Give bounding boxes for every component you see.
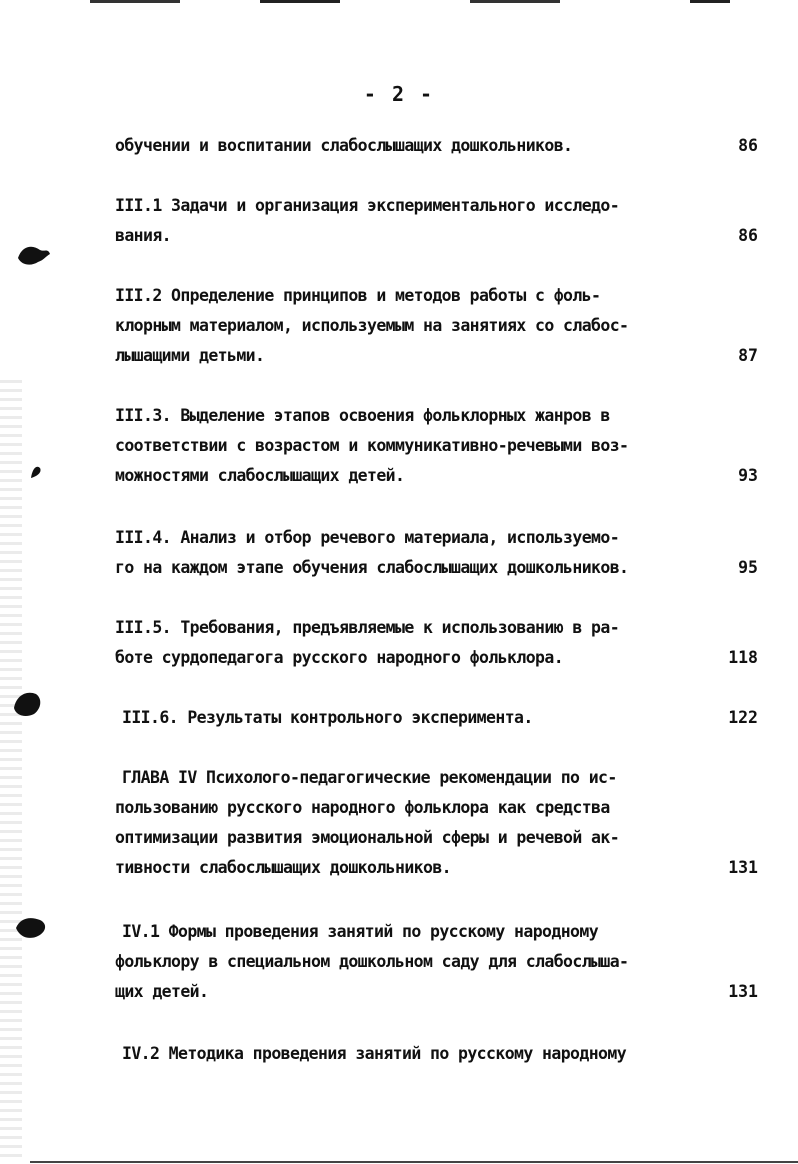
- toc-page-number: 86: [738, 136, 758, 155]
- toc-line: го на каждом этапе обучения слабослышащих дошкольников.: [115, 558, 629, 577]
- toc-line: IV.1 Формы проведения занятий по русскому народному: [122, 922, 599, 941]
- toc-page-number: 87: [738, 346, 758, 365]
- scan-top-edge: [0, 0, 798, 3]
- toc-page-number: 95: [738, 558, 758, 577]
- binding-margin: [0, 380, 22, 1160]
- toc-line: фольклору в специальном дошкольном саду для слабослыша-: [115, 952, 629, 971]
- ink-blot-icon: [14, 912, 50, 942]
- toc-page-number: 131: [728, 982, 758, 1001]
- ink-blot-icon: [14, 240, 54, 270]
- ink-blot-icon: [12, 688, 44, 720]
- ink-speck-icon: [28, 462, 44, 482]
- toc-line: оптимизации развития эмоциональной сферы и речевой ак-: [115, 828, 620, 847]
- toc-line: III.2 Определение принципов и методов работы с фоль-: [115, 286, 601, 305]
- toc-line: вания.: [115, 226, 172, 245]
- toc-line: III.1 Задачи и организация экспериментального исследо-: [115, 196, 620, 215]
- toc-line: соответствии с возрастом и коммуникативно-речевыми воз-: [115, 436, 629, 455]
- toc-line: III.3. Выделение этапов освоения фольклорных жанров в: [115, 406, 610, 425]
- toc-line: тивности слабослышащих дошкольников.: [115, 858, 452, 877]
- toc-line: III.4. Анализ и отбор речевого материала, используемо-: [115, 528, 620, 547]
- toc-line: боте сурдопедагога русского народного фольклора.: [115, 648, 564, 667]
- toc-line: III.6. Результаты контрольного эксперимента.: [122, 708, 533, 727]
- toc-line: IV.2 Методика проведения занятий по русскому народному: [122, 1044, 627, 1063]
- toc-line: обучении и воспитании слабослышащих дошкольников.: [115, 136, 573, 155]
- scan-bottom-edge: [30, 1161, 798, 1163]
- toc-page-number: 118: [728, 648, 758, 667]
- toc-line: можностями слабослышащих детей.: [115, 466, 405, 485]
- toc-page-number: 122: [728, 708, 758, 727]
- toc-page-number: 93: [738, 466, 758, 485]
- toc-line: клорным материалом, используемым на занятиях со слабос-: [115, 316, 629, 335]
- toc-line: пользованию русского народного фольклора как средства: [115, 798, 610, 817]
- toc-line: лышащими детьми.: [115, 346, 265, 365]
- toc-line: ГЛАВА IV Психолого-педагогические рекомендации по ис-: [122, 768, 617, 787]
- toc-line: III.5. Требования, предъявляемые к использованию в ра-: [115, 618, 620, 637]
- toc-page-number: 131: [728, 858, 758, 877]
- toc-page-number: 86: [738, 226, 758, 245]
- page-number: - 2 -: [363, 82, 435, 106]
- toc-line: щих детей.: [115, 982, 209, 1001]
